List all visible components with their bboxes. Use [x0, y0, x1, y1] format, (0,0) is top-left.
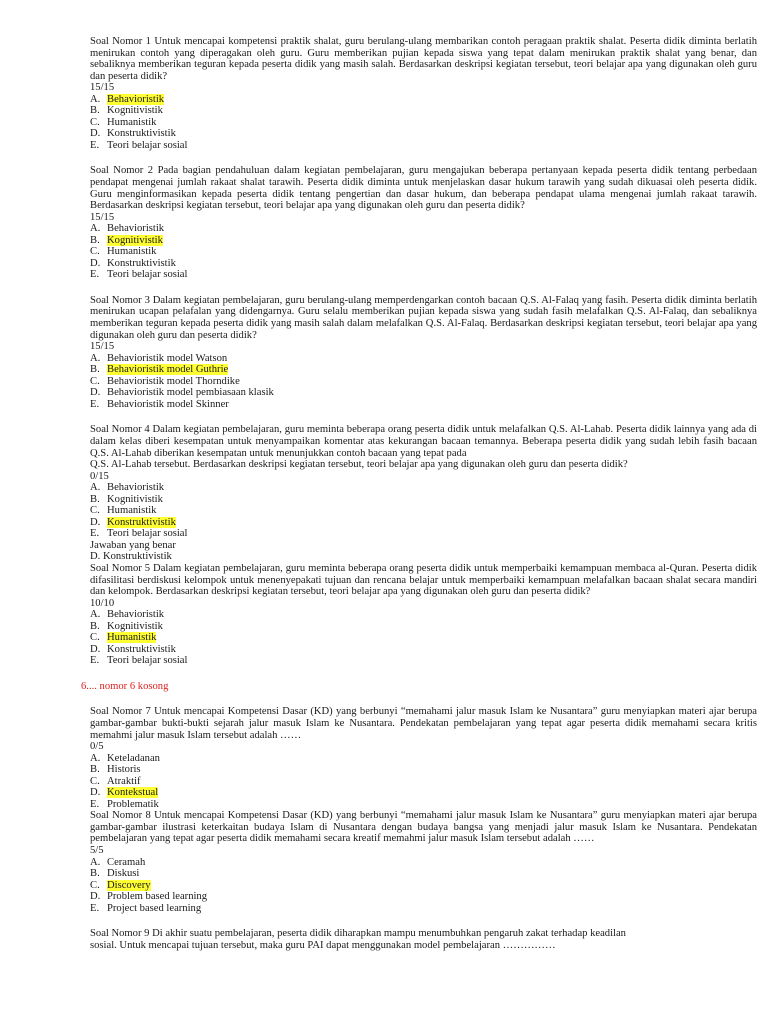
answer-option [90, 891, 757, 903]
answer-options [90, 353, 757, 411]
missing-question-note: 6.... nomor 6 kosong [81, 680, 169, 692]
answer-option [90, 903, 757, 915]
question-score: 15/15 [90, 211, 115, 223]
question-text: Soal Nomor 9 Di akhir suatu pembelajaran, peserta didik diharapkan mampu menumbuhkan pengaruh zakat terhadap keadilan [90, 928, 626, 940]
answer-option [90, 387, 757, 399]
answer-option [90, 482, 757, 494]
question-text: Soal Nomor 8 Untuk mencapai Kompetensi Dasar (KD) yang berbunyi “memahami jalur masuk Islam ke Nusantara” guru menyiapkan materi ajar berupa gambar-gambar ilustrasi keterkaitan budaya Islam di Nusantara dengan budaya bangsa yang menjadi jalur masuk Islam ke Nusantara. Pendekatan pembelajaran yang tepat agar peserta didik memahami secara kreatif memahmi jalur masuk Islam tersebut adalah …… [90, 810, 757, 845]
answer-option [90, 128, 757, 140]
answer-options [90, 609, 757, 667]
question-7 [90, 706, 757, 810]
answer-option [90, 269, 757, 281]
spacer [90, 281, 757, 295]
option-text: Behavioristik model Skinner [107, 398, 229, 410]
option-text-highlighted: Discovery [107, 879, 151, 891]
option-letter: E. [90, 269, 100, 281]
answer-option [90, 787, 757, 799]
option-letter: C. [90, 116, 100, 128]
correct-answer-label: Jawaban yang benar [90, 539, 176, 551]
question-text: Soal Nomor 2 Pada bagian pendahuluan dalam kegiatan pembelajaran, guru mengajukan beberapa pertanyaan kepada peserta didik tentang perbedaan pendapat mengenai jumlah rakaat shalat tarawih. Peserta didik diminta untuk menjelaskan dasar hukum tarawih yang sudah dikuasai oleh peserta didik. Guru menginformasikan kepada peserta didik tentang pengertian dan dasar hukum, dan beberapa pendapat ulama mengenai jumlah rakaat tarawih. Berdasarkan deskripsi kegiatan tersebut, teori belajar apa yang digunakan oleh guru dan peserta didik? [90, 165, 757, 212]
answer-options [90, 753, 757, 811]
option-letter: D. [90, 257, 101, 269]
option-text: Teori belajar sosial [107, 139, 188, 151]
option-text: Konstruktivistik [107, 643, 176, 655]
answer-option [90, 505, 757, 517]
option-letter: D. [90, 891, 101, 903]
answer-option [90, 621, 757, 633]
option-text: Project based learning [107, 902, 202, 914]
option-text: Problem based learning [107, 891, 208, 903]
answer-option [90, 655, 757, 667]
option-letter: B. [90, 364, 100, 376]
answer-option [90, 528, 757, 540]
answer-option [90, 880, 757, 892]
option-letter: A. [90, 856, 101, 868]
question-text: Soal Nomor 4 Dalam kegiatan pembelajaran, guru meminta beberapa orang peserta didik untuk melafalkan Q.S. Al-Lahab. Peserta didik lainnya yang ada di dalam kelas diberi kesempatan untuk menyampaikan komentar atas kekurangan bacaan temannya. Beberapa peserta didik yang sudah lebih fasih bacaan Q.S. Al-Lahab diberikan kesempatan untuk menunjukkan contoh bacaan yang tepat pada [90, 424, 757, 459]
answer-option [90, 799, 757, 811]
correct-answer: D. Konstruktivistik [90, 551, 172, 563]
option-letter: D. [90, 516, 101, 528]
option-text-highlighted: Behavioristik [107, 93, 165, 105]
option-text: Behavioristik [107, 223, 165, 235]
option-text-highlighted: Konstruktivistik [107, 516, 176, 528]
option-text: Teori belajar sosial [107, 655, 188, 667]
answer-option [90, 246, 757, 258]
answer-option [90, 632, 757, 644]
answer-option [90, 105, 757, 117]
option-text-highlighted: Kognitivistik [107, 234, 163, 246]
answer-option [90, 644, 757, 656]
option-letter: C. [90, 505, 100, 517]
option-letter: C. [90, 879, 100, 891]
option-text: Behavioristik model pembiasaan klasik [107, 387, 274, 399]
question-5 [90, 563, 757, 667]
option-text: Diskusi [107, 868, 140, 880]
option-letter: C. [90, 775, 100, 787]
option-text: Konstruktivistik [107, 128, 176, 140]
option-text: Kognitivistik [107, 493, 163, 505]
option-text: Ceramah [107, 856, 146, 868]
answer-option [90, 494, 757, 506]
option-text: Kognitivistik [107, 105, 163, 117]
option-text-highlighted: Behavioristik model Guthrie [107, 364, 229, 376]
option-letter: E. [90, 902, 100, 914]
option-text-highlighted: Humanistik [107, 632, 157, 644]
option-letter: E. [90, 798, 100, 810]
answer-option [90, 764, 757, 776]
answer-option [90, 258, 757, 270]
option-text: Historis [107, 764, 141, 776]
answer-option [90, 364, 757, 376]
option-text-highlighted: Kontekstual [107, 787, 159, 799]
option-text: Konstruktivistik [107, 257, 176, 269]
question-score: 10/10 [90, 597, 115, 609]
option-letter: C. [90, 375, 100, 387]
option-letter: E. [90, 398, 100, 410]
answer-options [90, 223, 757, 281]
answer-option [90, 223, 757, 235]
option-letter: D. [90, 387, 101, 399]
question-score: 0/5 [90, 741, 104, 753]
option-letter: D. [90, 128, 101, 140]
option-letter: A. [90, 93, 101, 105]
option-letter: D. [90, 787, 101, 799]
answer-options [90, 94, 757, 152]
question-text: Soal Nomor 3 Dalam kegiatan pembelajaran, guru berulang-ulang memperdengarkan contoh bacaan Q.S. Al-Falaq yang fasih. Peserta didik diminta berlatih menirukan ucapan pelafalan yang didengarnya. Guru selalu memberikan pujian kepada siswa yang sudah fasih melafalkan Q.S. Al-Falaq, dan sebaliknya memberikan teguran kepada peserta didik yang masih salah dalam melafalkan Q.S. Al-Falaq. Berdasarkan deskripsi kegiatan tersebut, teori belajar apa yang digunakan oleh guru dan peserta didik? [90, 294, 757, 341]
question-4 [90, 424, 757, 563]
option-text: Teori belajar sosial [107, 269, 188, 281]
option-letter: B. [90, 868, 100, 880]
answer-option [90, 517, 757, 529]
answer-option [90, 857, 757, 869]
answer-option [90, 353, 757, 365]
spacer [90, 151, 757, 165]
option-letter: E. [90, 655, 100, 667]
question-text: Soal Nomor 1 Untuk mencapai kompetensi praktik shalat, guru berulang-ulang membarikan contoh peragaan praktik shalat. Peserta didik diminta berlatih menirukan contoh yang diperagakan oleh guru. Guru memberikan pujian kepada siswa yang tepat dalam menirukan praktik shalat yang benar, dan sebaliknya memberikan teguran kepada peserta didik yang masih salah. Berdasarkan deskripsi kegiatan tersebut, teori belajar apa yang digunakan oleh guru dan peserta didik? [90, 36, 757, 82]
option-letter: A. [90, 352, 101, 364]
option-text: Teori belajar sosial [107, 528, 188, 540]
answer-option [90, 140, 757, 152]
option-text: Humanistik [107, 246, 157, 258]
answer-option [90, 376, 757, 388]
question-score: 5/5 [90, 845, 104, 856]
question-text-continued: Q.S. Al-Lahab tersebut. Berdasarkan deskripsi kegiatan tersebut, teori belajar apa yang digunakan oleh guru dan peserta didik? [90, 459, 628, 471]
option-text: Behavioristik model Watson [107, 352, 228, 364]
option-text: Behavioristik [107, 609, 165, 621]
option-text: Atraktif [107, 775, 141, 787]
answer-option [90, 94, 757, 106]
spacer [90, 667, 757, 681]
option-letter: B. [90, 764, 100, 776]
question-3 [90, 295, 757, 410]
option-text: Behavioristik model Thorndike [107, 375, 240, 387]
question-score: 15/15 [90, 82, 115, 94]
option-letter: C. [90, 246, 100, 258]
answer-option [90, 868, 757, 880]
question-text: Soal Nomor 5 Dalam kegiatan pembelajaran, guru meminta beberapa orang peserta didik untuk memperbaiki kemampuan membaca al-Quran. Peserta didik difasilitasi berdiskusi kelompok untuk menenyepakati tujuan dan rencana belajar untuk memperbaiki kemampuan melafalkan bacaan shalat secara mandiri dan kelompok. Berdasarkan deskripsi kegiatan tersebut, teori belajar apa yang digunakan oleh guru dan peserta didik? [90, 562, 757, 598]
option-letter: A. [90, 482, 101, 494]
question-9 [90, 928, 757, 951]
option-letter: A. [90, 752, 101, 764]
option-letter: E. [90, 528, 100, 540]
question-1 [90, 36, 757, 151]
option-text: Keteladanan [107, 752, 160, 764]
question-text: sosial. Untuk mencapai tujuan tersebut, maka guru PAI dapat menggunakan model pembelajaran …………… [90, 939, 556, 951]
question-text: Soal Nomor 7 Untuk mencapai Kompetensi Dasar (KD) yang berbunyi “memahami jalur masuk Islam ke Nusantara” guru menyiapkan materi ajar berupa gambar-gambar bukti-bukti sejarah jalur masuk Islam ke Nusantara. Pendekatan pembelajaran yang tepat agar peserta didik memahami secara kritis memahmi jalur masuk Islam tersebut adalah …… [90, 706, 757, 741]
option-letter: B. [90, 493, 100, 505]
spacer [90, 914, 757, 928]
option-letter: E. [90, 139, 100, 151]
option-letter: B. [90, 105, 100, 117]
option-text: Problematik [107, 798, 159, 810]
answer-option [90, 235, 757, 247]
answer-option [90, 776, 757, 788]
option-text: Behavioristik [107, 482, 165, 494]
question-score: 15/15 [90, 341, 115, 353]
option-letter: B. [90, 234, 100, 246]
question-score: 0/15 [90, 470, 109, 482]
option-letter: A. [90, 223, 101, 235]
option-letter: A. [90, 609, 101, 621]
answer-option [90, 117, 757, 129]
option-letter: D. [90, 643, 101, 655]
option-letter: C. [90, 632, 100, 644]
option-letter: B. [90, 620, 100, 632]
option-text: Kognitivistik [107, 620, 163, 632]
answer-option [90, 609, 757, 621]
question-2 [90, 165, 757, 280]
document-page [81, 36, 757, 951]
answer-option [90, 753, 757, 765]
option-text: Humanistik [107, 116, 157, 128]
option-text: Humanistik [107, 505, 157, 517]
spacer [90, 692, 757, 706]
question-8 [90, 810, 757, 914]
answer-options [90, 482, 757, 540]
answer-options [90, 857, 757, 915]
spacer [90, 410, 757, 424]
answer-option [90, 399, 757, 411]
